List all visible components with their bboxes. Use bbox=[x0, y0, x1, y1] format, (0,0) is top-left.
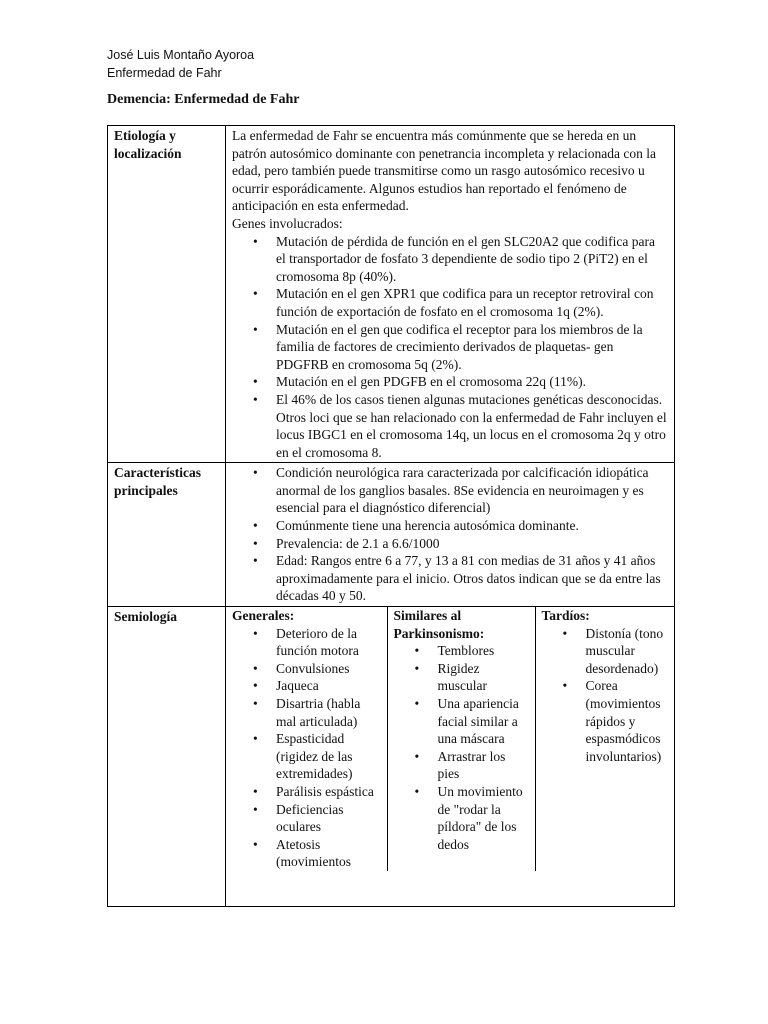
list-item: • Mutación en el gen PDGFB en el cromosoma 22q (11%). bbox=[276, 373, 668, 391]
parkinsonismo-list bbox=[394, 642, 529, 853]
list-item: • Condición neurológica rara caracterizada por calcificación idiopática anormal de los ganglios basales. 8Se evidencia en neuroimagen y es esencial para el diagnóstico diferencial) bbox=[276, 464, 668, 517]
list-item: • Rigidez muscular bbox=[438, 660, 529, 695]
list-item: • Prevalencia: de 2.1 a 6.6/1000 bbox=[276, 535, 668, 553]
fahr-table bbox=[107, 125, 675, 907]
page-title: Demencia: Enfermedad de Fahr bbox=[107, 92, 300, 107]
list-item: • Distonía (tono muscular desordenado) bbox=[586, 625, 669, 678]
list-item: • Deficiencias oculares bbox=[276, 801, 381, 836]
document-header bbox=[107, 46, 254, 82]
generales-heading: Generales: bbox=[232, 608, 295, 624]
genes-label: Genes involucrados: bbox=[232, 215, 343, 231]
list-item: • Edad: Rangos entre 6 a 77, y 13 a 81 con medias de 31 años y 41 años aproximadamente para el inicio. Otros datos indican que se da entre las décadas 40 y 50. bbox=[276, 552, 668, 605]
tardios-list bbox=[542, 625, 669, 766]
label-caracteristicas: Características principales bbox=[108, 463, 226, 607]
content-caracteristicas bbox=[226, 463, 675, 607]
row-caracteristicas bbox=[108, 463, 675, 607]
list-item: • Deterioro de la función motora bbox=[276, 625, 381, 660]
list-item: • Mutación en el gen que codifica el receptor para los miembros de la familia de factores de crecimiento derivados de plaquetas- gen PDGFRB en cromosoma 5q (2%). bbox=[276, 321, 668, 374]
list-item: • Mutación en el gen XPR1 que codifica para un receptor retroviral con función de exportación de fosfato en el cromosoma 1q (2%). bbox=[276, 285, 668, 320]
semiologia-subtable bbox=[226, 607, 674, 871]
list-item: • Una apariencia facial similar a una máscara bbox=[438, 695, 529, 748]
list-item: • Jaqueca bbox=[276, 677, 381, 695]
content-semiologia bbox=[226, 607, 675, 907]
list-item: • Mutación de pérdida de función en el gen SLC20A2 que codifica para el transportador de fosfato 3 dependiente de sodio tipo 2 (PiT2) en el cromosoma 8p (40%). bbox=[276, 233, 668, 286]
list-item: • Disartria (habla mal articulada) bbox=[276, 695, 381, 730]
list-item: • Comúnmente tiene una herencia autosómica dominante. bbox=[276, 517, 668, 535]
list-item: • Arrastrar los pies bbox=[438, 748, 529, 783]
document-subject: Enfermedad de Fahr bbox=[107, 66, 222, 80]
list-item: • Un movimiento de "rodar la píldora" de los dedos bbox=[438, 783, 529, 853]
col-generales bbox=[226, 607, 387, 871]
genes-list bbox=[232, 233, 668, 462]
col-tardios bbox=[535, 607, 674, 871]
row-etiologia bbox=[108, 126, 675, 463]
list-item: • El 46% de los casos tienen algunas mutaciones genéticas desconocidas. Otros loci que se han relacionado con la enfermedad de Fahr incluyen el locus IBGC1 en el cromosoma 14q, un locus en el cromosoma 2q y otro en el cromosoma 8. bbox=[276, 391, 668, 461]
author-name: José Luis Montaño Ayoroa bbox=[107, 48, 255, 62]
etiologia-paragraph: La enfermedad de Fahr se encuentra más comúnmente que se hereda en un patrón autosómico dominante con penetrancia incompleta y relacionada con la edad, pero también puede transmitirse como un rasgo autosómico recesivo u ocurrir esporádicamente. Algunos estudios han reportado el fenómeno de anticipación en esta enfermedad. bbox=[232, 128, 656, 214]
parkinsonismo-heading: Similares al Parkinsonismo: bbox=[393, 608, 485, 641]
label-etiologia: Etiología y localización bbox=[108, 126, 226, 463]
list-item: • Temblores bbox=[438, 642, 529, 660]
list-item: • Corea (movimientos rápidos y espasmódicos involuntarios) bbox=[586, 677, 669, 765]
row-semiologia bbox=[108, 607, 675, 907]
tardios-heading: Tardíos: bbox=[541, 608, 590, 624]
list-item: • Convulsiones bbox=[276, 660, 381, 678]
list-item: • Parálisis espástica bbox=[276, 783, 381, 801]
col-parkinsonismo bbox=[387, 607, 535, 871]
caracteristicas-list bbox=[232, 464, 668, 605]
list-item: • Espasticidad (rigidez de las extremidades) bbox=[276, 730, 381, 783]
label-semiologia: Semiología bbox=[108, 607, 226, 907]
generales-list bbox=[232, 625, 381, 871]
list-item: • Atetosis (movimientos bbox=[276, 836, 381, 871]
content-etiologia bbox=[226, 126, 675, 463]
